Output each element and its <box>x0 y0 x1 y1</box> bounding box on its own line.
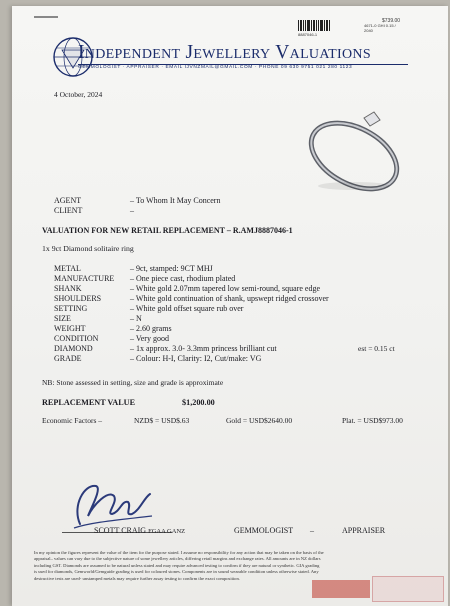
barcode-icon <box>298 20 330 31</box>
brand-subline: GEMMOLOGIST · APPRAISER · EMAIL IJVNZMAIL@GMAIL.COM · PHONE 09 630 9751 021 280 1123 <box>78 65 353 70</box>
brand-name: Independent Jewellery Valuations <box>78 42 371 63</box>
assessment-note: NB: Stone assessed in setting, size and grade is approximate <box>42 378 224 387</box>
signatory-name: SCOTT CRAIG FGAA GANZ <box>94 526 186 535</box>
top-left-mark <box>34 16 58 18</box>
spec-label: WEIGHT <box>54 324 86 333</box>
client-label: CLIENT <box>54 206 83 215</box>
signatory-dash: – <box>310 526 314 535</box>
spec-label: SIZE <box>54 314 71 323</box>
spec-label: SHANK <box>54 284 82 293</box>
document-date: 4 October, 2024 <box>54 90 103 99</box>
red-stamp <box>312 580 370 598</box>
valuation-title: VALUATION FOR NEW RETAIL REPLACEMENT – R.AMJ8887046-1 <box>42 226 293 235</box>
spec-value: – 1x approx. 3.0- 3.3mm princess brilliant cut <box>130 344 277 353</box>
spec-label: MANUFACTURE <box>54 274 115 283</box>
spec-label: CONDITION <box>54 334 99 343</box>
economic-label: Economic Factors – <box>42 416 102 425</box>
disclaimer-line: appraisal– values can vary due to the subjective nature of some jewellery articles, differing retail margins and exchange rates. All amounts are in NZ dollars <box>34 556 321 562</box>
disclaimer-line: is used for diamonds, Gemworld/Gemguide grading is used for coloured stones. Components are in sound wearable condition unless otherwise stated. Any <box>34 569 319 575</box>
diamond-estimate: est = 0.15 ct <box>358 344 395 353</box>
item-summary: 1x 9ct Diamond solitaire ring <box>42 244 134 253</box>
replacement-amount: $1,200.00 <box>182 398 215 407</box>
valuation-certificate <box>12 6 448 606</box>
tag-text: 4671-0 GHI 0.15 / 2040 <box>364 23 396 33</box>
spec-value: – Colour: H-I, Clarity: I2, Cut/make: VG <box>130 354 262 363</box>
gold-price: Gold = USD$2640.00 <box>226 416 293 425</box>
barcode-text: 8887046-1 <box>298 32 318 37</box>
client-value: – <box>130 206 134 215</box>
spec-value: – One piece cast, rhodium plated <box>130 274 236 283</box>
spec-label: DIAMOND <box>54 344 93 353</box>
spec-value: – 2.60 grams <box>130 324 172 333</box>
disclaimer-line: including GST. Diamonds are assumed to be natural unless stated and may require advanced testing to confirm if they are natural or synthetic. GIA grading <box>34 562 320 568</box>
replacement-label: REPLACEMENT VALUE <box>42 398 136 407</box>
signatory-role: GEMMOLOGIST <box>234 526 294 535</box>
spec-label: GRADE <box>54 354 82 363</box>
spec-label: SETTING <box>54 304 88 313</box>
disclaimer-line: In my opinion the figures represent the value of the item for the purpose stated. I assume no responsibility for any action that may be taken on the basis of the <box>34 550 324 555</box>
spec-value: – White gold continuation of shank, upswept ridged crossover <box>130 294 329 303</box>
exchange-rate: NZD$ = USD$.63 <box>134 416 190 425</box>
spec-value: – N <box>130 314 142 323</box>
spec-value: – 9ct, stamped: 9CT MHJ <box>130 264 213 273</box>
agent-label: AGENT <box>54 196 82 205</box>
agent-value: – To Whom It May Concern <box>130 196 221 205</box>
tag-price: $739.00 <box>382 18 401 24</box>
ring-photo <box>294 108 414 194</box>
spec-label: SHOULDERS <box>54 294 102 303</box>
spec-label: METAL <box>54 264 81 273</box>
spec-value: – White gold 2.07mm tapered low semi-round, square edge <box>130 284 321 293</box>
disclaimer-line: destructive tests are used- unstamped metals may require further assay testing to confirm the exact composition. <box>34 575 240 581</box>
spec-value: – White gold offset square rub over <box>130 304 244 313</box>
signatory-role: APPRAISER <box>342 526 386 535</box>
platinum-price: Plat. = USD$973.00 <box>342 416 403 425</box>
spec-value: – Very good <box>130 334 169 343</box>
trade-stamp <box>372 576 444 602</box>
